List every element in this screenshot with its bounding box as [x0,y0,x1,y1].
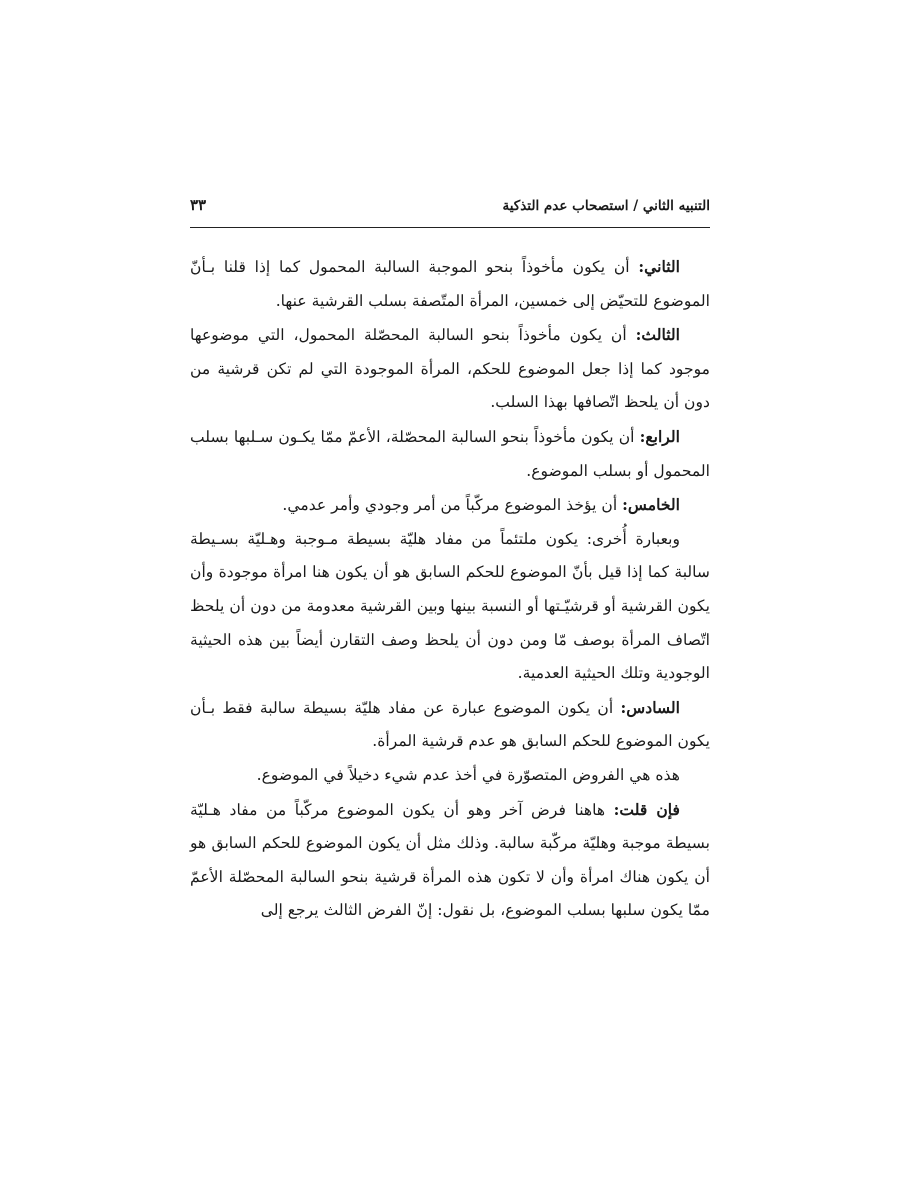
book-page [190,196,710,928]
paragraph-term: الخامس: [622,495,680,515]
paragraph-fourth [190,420,710,488]
running-header [190,196,710,228]
paragraph-term: السادس: [620,697,680,717]
paragraph-text: هذه هي الفروض المتصوّرة في أخذ عدم شيء دخيلاً في الموضوع. [256,765,680,784]
paragraph-text: وبعبارة أُخرى: يكون ملتئماً من مفاد هليّة بسيطة مـوجبة وهـليّة بسـيطة سالبة كما إذا قيل بأنّ الموضوع للحكم السابق هو أن يكون هنا امرأة موجودة وأن يكون القرشية أو قرشيّـتها أو النسبة بينها وبين القرشية معدومة من دون أن يلحظ اتّصاف المرأة بوصف مّا ومن دون أن يلحظ وصف التقارن أيضاً بين هذه الحيثية الوجودية وتلك الحيثية العدمية. [190,529,710,683]
paragraph-term: الثالث: [635,325,680,345]
paragraph-second [190,250,710,318]
page-body [190,250,710,928]
paragraph-text: أن يكون الموضوع عبارة عن مفاد هليّة بسيطة سالبة فقط بـأن يكون الموضوع للحكم السابق هو عدم قرشية المرأة. [190,698,710,751]
paragraph-term: الثاني: [638,257,680,276]
paragraph-sixth [190,691,710,759]
paragraph-objection [190,793,710,928]
paragraph-fifth [190,488,710,523]
paragraph-text: أن يكون مأخوذاً بنحو الموجبة السالبة المحمول كما إذا قلنا بـأنّ الموضوع للتحيّض إلى خمسين، المرأة المتّصفة بسلب القرشية عنها. [190,258,710,310]
paragraph-term: الرابع: [639,426,680,446]
paragraph-text: أن يكون مأخوذاً بنحو السالبة المحصّلة، الأعمّ ممّا يكـون سـلبها بسلب المحمول أو بسلب الموضوع. [190,427,710,480]
paragraph-text: أن يكون مأخوذاً بنحو السالبة المحصّلة المحمول، التي موضوعها موجود كما إذا جعل الموضوع للحكم، المرأة الموجودة التي لم تكن قرشية من دون أن يلحظ اتّصافها بهذا السلب. [190,326,710,412]
paragraph-third [190,318,710,420]
paragraph-summary [190,759,710,793]
paragraph-term: فإن قلت: [613,799,680,819]
running-title: التنبيه الثاني / استصحاب عدم التذكية [502,198,710,214]
paragraph-in-other-words [190,523,710,691]
paragraph-text: أن يؤخذ الموضوع مركّباً من أمر وجودي وأمر عدمي. [282,496,623,515]
paragraph-text: هاهنا فرض آخر وهو أن يكون الموضوع مركّباً من مفاد هـليّة بسيطة موجبة وهليّة مركّبة سالبة. وذلك مثل أن يكون الموضوع للحكم السابق هو أن يكون هناك امرأة وأن لا تكون هذه المرأة قرشية بنحو السالبة المحصّلة الأعمّ ممّا يكون سلبها بسلب الموضوع، بل نقول: إنّ الفرض الثالث يرجع إلى [190,800,710,920]
page-number: ٣٣ [190,196,207,214]
